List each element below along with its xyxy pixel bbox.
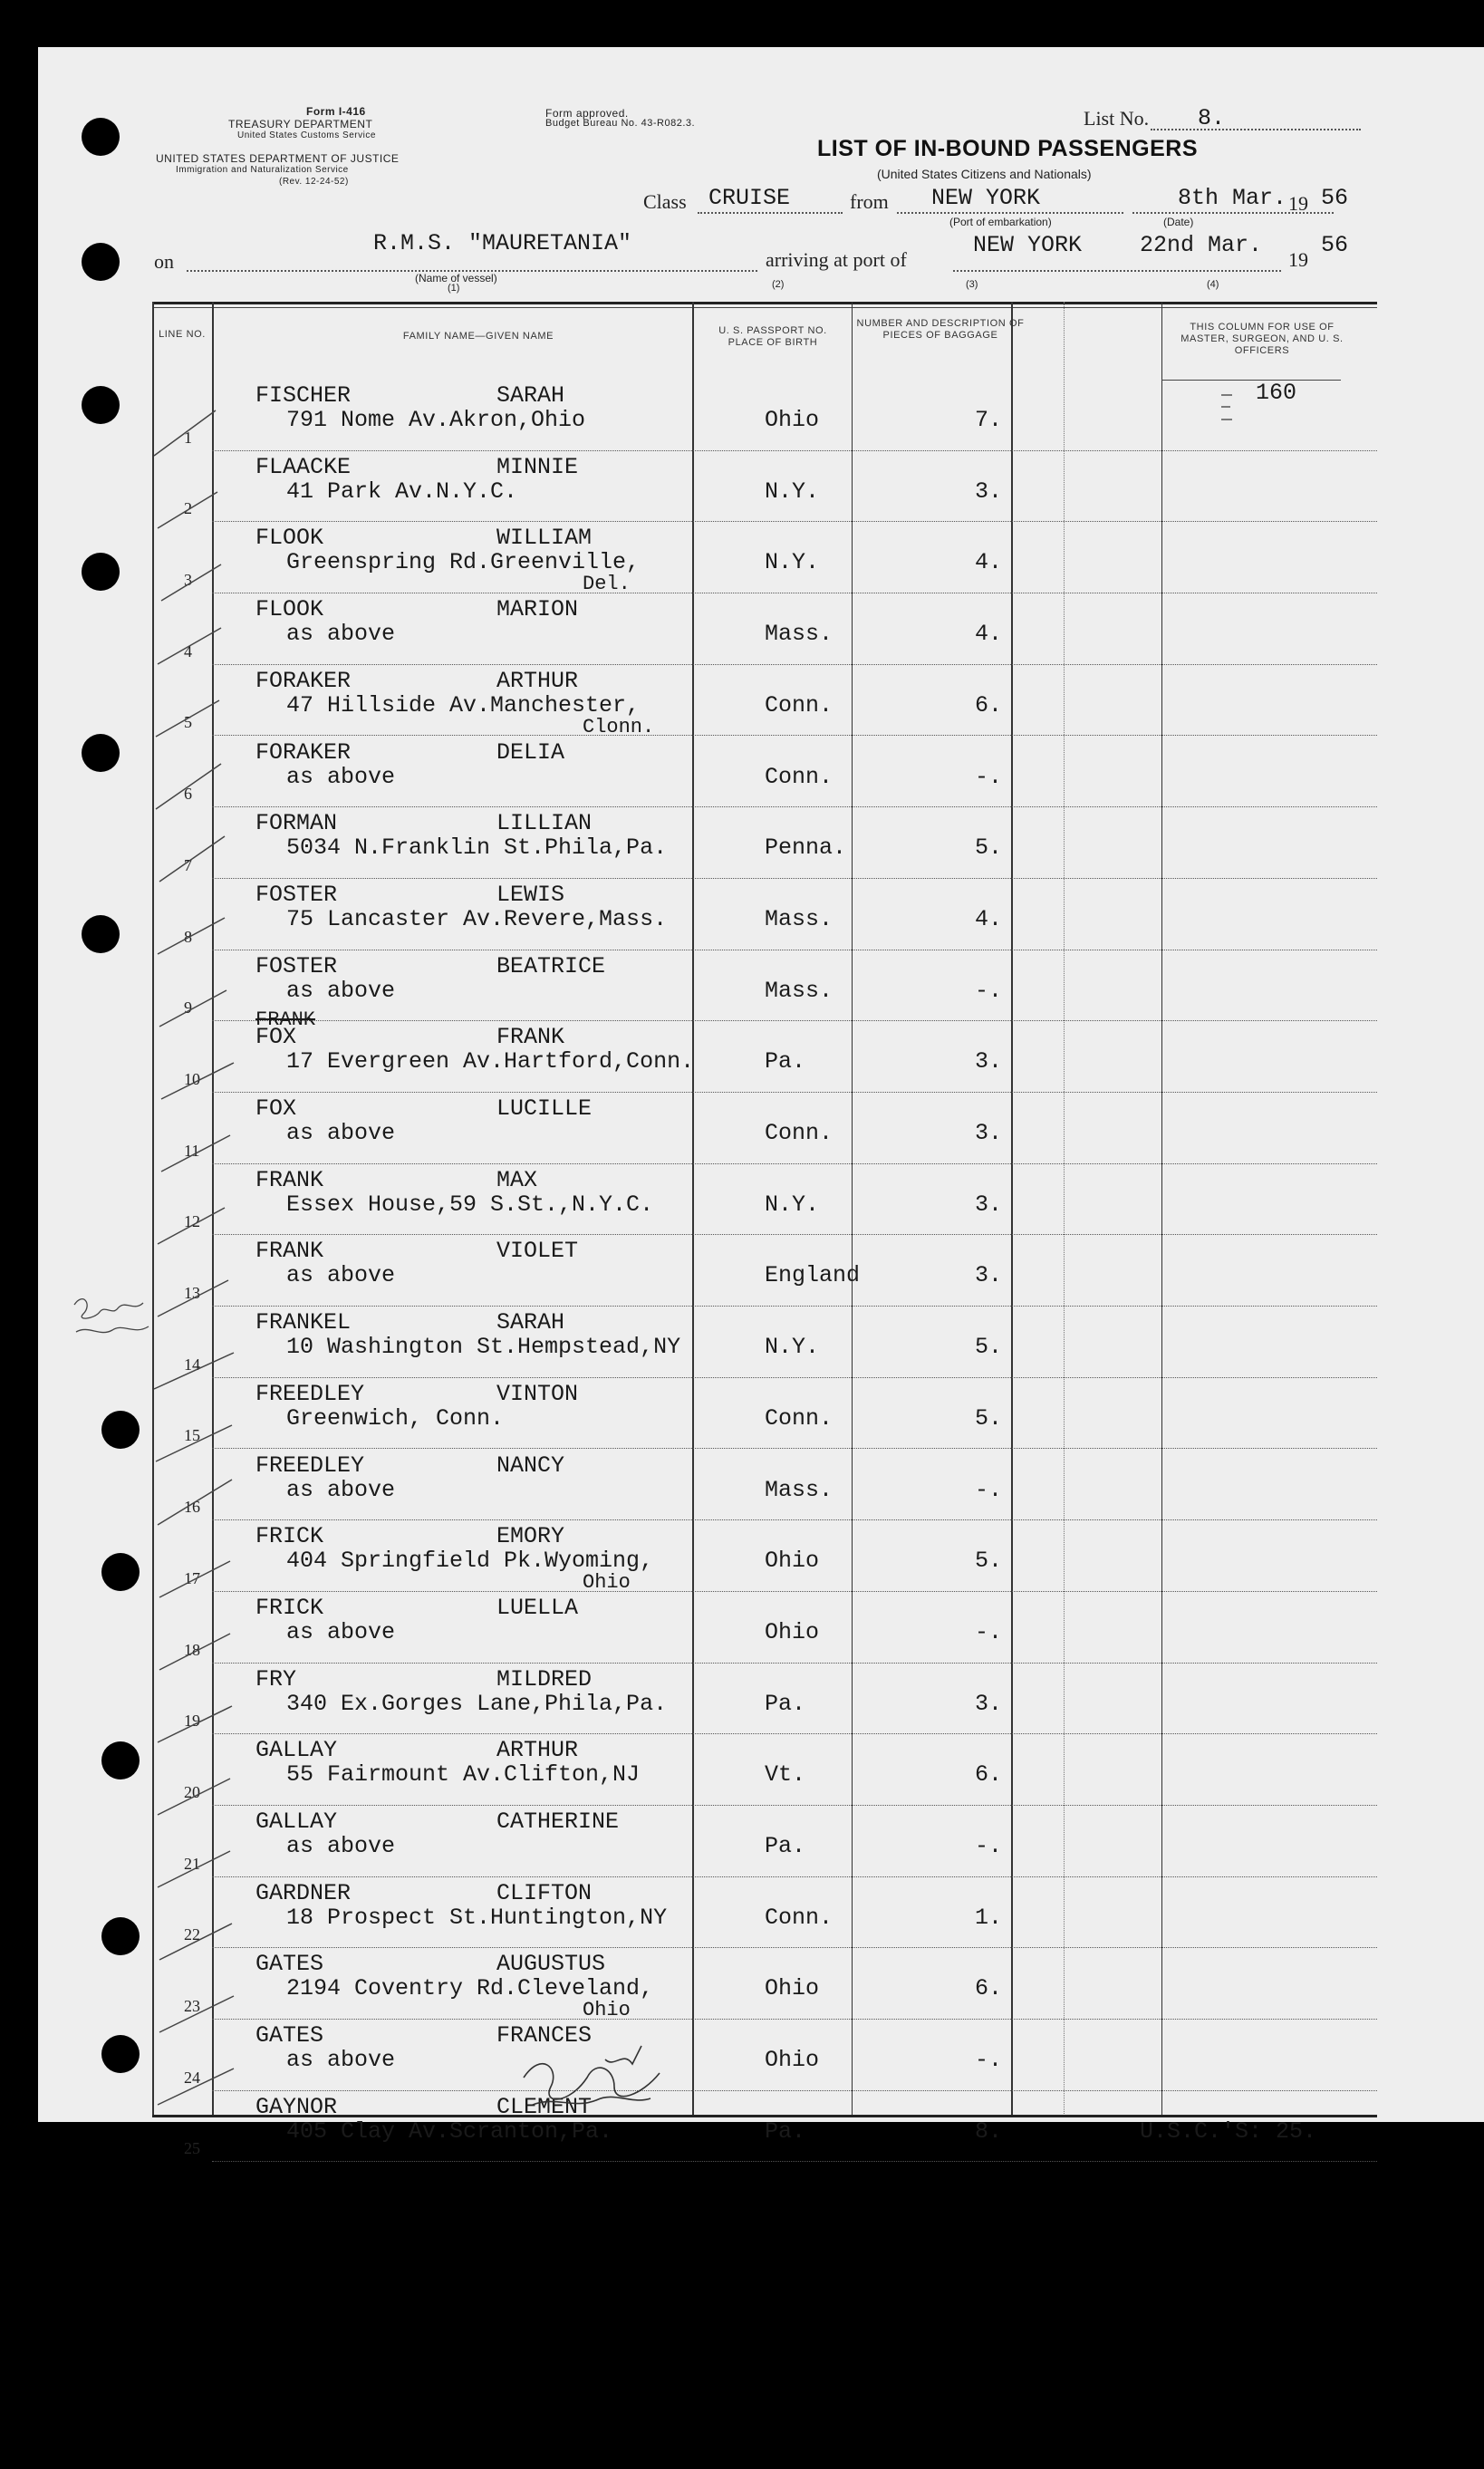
line-number: 3 xyxy=(184,571,192,590)
baggage-count: -. xyxy=(975,1833,1003,1859)
vessel-caption: (Name of vessel) xyxy=(415,272,497,285)
family-name: FLOOK xyxy=(255,596,324,623)
family-name: FORMAN xyxy=(255,810,338,837)
place-of-birth: Mass. xyxy=(765,977,834,1004)
given-name: LUCILLE xyxy=(496,1095,593,1122)
given-name: FRANCES xyxy=(496,2022,593,2049)
place-of-birth: Pa. xyxy=(765,1048,806,1075)
baggage-count: -. xyxy=(975,977,1003,1004)
dept-treasury: TREASURY DEPARTMENT xyxy=(228,118,373,130)
budget-bureau: Budget Bureau No. 43-R082.3. xyxy=(545,118,696,129)
place-of-birth: N.Y. xyxy=(765,1191,820,1218)
line-number: 2 xyxy=(184,499,192,518)
place-of-birth: Mass. xyxy=(765,905,834,932)
family-name: FRANKEL xyxy=(255,1309,352,1336)
family-name: FOX xyxy=(255,1024,297,1051)
line-number: 14 xyxy=(184,1355,200,1374)
place-of-birth: Pa. xyxy=(765,1690,806,1717)
place-of-birth: Conn. xyxy=(765,763,834,790)
family-name: FORAKER xyxy=(255,738,352,766)
form-approved: Form approved. xyxy=(545,107,629,120)
col-num-3: (3) xyxy=(966,279,978,290)
col-header-baggage: NUMBER AND DESCRIPTION OF PIECES OF BAGGAGE xyxy=(856,318,1025,341)
class-value: CRUISE xyxy=(708,185,791,211)
address: as above xyxy=(286,1120,396,1146)
dept-customs: United States Customs Service xyxy=(237,130,376,140)
date-caption: (Date) xyxy=(1163,216,1194,228)
family-name: FLAACKE xyxy=(255,453,352,480)
address: 18 Prospect St.Huntington,NY xyxy=(286,1904,668,1931)
place-of-birth: Conn. xyxy=(765,691,834,719)
line-number: 18 xyxy=(184,1640,200,1659)
baggage-count: 6. xyxy=(975,691,1003,719)
given-name: BEATRICE xyxy=(496,952,606,979)
baggage-count: 7. xyxy=(975,407,1003,433)
given-name: AUGUSTUS xyxy=(496,1951,606,1978)
place-of-birth: Ohio xyxy=(765,1618,820,1645)
arrival-port: NEW YORK xyxy=(973,232,1083,258)
dept-ins: Immigration and Naturalization Service xyxy=(176,165,349,175)
col-num-2: (2) xyxy=(772,279,785,290)
line-number: 7 xyxy=(184,855,192,874)
address: 41 Park Av.N.Y.C. xyxy=(286,477,518,505)
given-name: MAX xyxy=(496,1166,538,1193)
arrival-year: 56 xyxy=(1321,232,1349,258)
line-number: 21 xyxy=(184,1854,200,1873)
passenger-table xyxy=(152,302,1377,2158)
baggage-count: 5. xyxy=(975,1548,1003,1575)
punch-hole xyxy=(82,734,120,772)
family-name: FRY xyxy=(255,1665,297,1693)
year-prefix-1: 19 xyxy=(1288,192,1308,215)
line-number: 24 xyxy=(184,2068,200,2087)
punch-hole xyxy=(82,915,120,953)
year-prefix-2: 19 xyxy=(1288,248,1308,271)
dept-justice: UNITED STATES DEPARTMENT OF JUSTICE xyxy=(156,152,400,165)
vessel-col-num: (1) xyxy=(448,283,460,294)
vessel-name: R.M.S. "MAURETANIA" xyxy=(373,230,632,256)
line-number: 11 xyxy=(184,1141,200,1160)
address: 47 Hillside Av.Manchester, xyxy=(286,691,641,719)
form-number: Form I-416 xyxy=(306,105,366,118)
place-of-birth: Pa. xyxy=(765,2117,806,2145)
given-name: DELIA xyxy=(496,738,565,766)
family-name: GALLAY xyxy=(255,1808,338,1835)
baggage-count: -. xyxy=(975,1618,1003,1645)
address: Essex House,59 S.St.,N.Y.C. xyxy=(286,1191,654,1218)
given-name: FRANK xyxy=(496,1024,565,1051)
place-of-birth: Conn. xyxy=(765,1120,834,1146)
list-no-value: 8. xyxy=(1198,105,1226,131)
given-name: LEWIS xyxy=(496,881,565,908)
list-no-label: List No. xyxy=(1084,107,1150,130)
given-name: CLEMENT xyxy=(496,2093,593,2120)
given-name: MARION xyxy=(496,596,579,623)
embarkation-year: 56 xyxy=(1321,185,1349,211)
line-number: 6 xyxy=(184,785,192,804)
place-of-birth: Vt. xyxy=(765,1761,806,1789)
officer-note: 160 xyxy=(1256,380,1297,406)
place-of-birth: N.Y. xyxy=(765,1334,820,1361)
address: as above xyxy=(286,1833,396,1859)
baggage-count: 5. xyxy=(975,1404,1003,1432)
class-label: Class xyxy=(643,190,687,213)
line-number: 16 xyxy=(184,1498,200,1517)
address-continued: Clonn. xyxy=(583,715,655,738)
given-name: EMORY xyxy=(496,1523,565,1550)
line-number: 23 xyxy=(184,1997,200,2016)
address-continued: Ohio xyxy=(583,1999,631,2022)
col-num-4: (4) xyxy=(1207,279,1219,290)
address-continued: Ohio xyxy=(583,1571,631,1595)
punch-hole xyxy=(82,243,120,281)
line-number: 20 xyxy=(184,1782,200,1801)
family-name: FOX xyxy=(255,1095,297,1122)
address: 405 Clay Av.Scranton,Pa. xyxy=(286,2117,613,2145)
address: 55 Fairmount Av.Clifton,NJ xyxy=(286,1761,641,1789)
arriving-label: arriving at port of xyxy=(766,248,907,271)
address: 340 Ex.Gorges Lane,Phila,Pa. xyxy=(286,1690,668,1717)
line-number: 5 xyxy=(184,713,192,732)
baggage-count: 6. xyxy=(975,1761,1003,1789)
given-name: MINNIE xyxy=(496,453,579,480)
family-name: FREEDLEY xyxy=(255,1380,365,1407)
line-number: 8 xyxy=(184,927,192,946)
punch-hole xyxy=(101,1741,140,1779)
baggage-count: 3. xyxy=(975,477,1003,505)
place-of-birth: Pa. xyxy=(765,1833,806,1859)
family-name: FORAKER xyxy=(255,667,352,694)
baggage-count: 3. xyxy=(975,1262,1003,1289)
given-name: WILLIAM xyxy=(496,525,593,552)
line-number: 22 xyxy=(184,1925,200,1944)
place-of-birth: Conn. xyxy=(765,1404,834,1432)
page-title: LIST OF IN-BOUND PASSENGERS xyxy=(817,136,1199,161)
page-subtitle: (United States Citizens and Nationals) xyxy=(877,167,1092,181)
address: as above xyxy=(286,1476,396,1503)
handwritten-marks xyxy=(152,302,1377,2117)
family-name: FLOOK xyxy=(255,525,324,552)
address: as above xyxy=(286,1618,396,1645)
given-name: SARAH xyxy=(496,1309,565,1336)
baggage-count: 5. xyxy=(975,1334,1003,1361)
family-name: FISCHER xyxy=(255,382,352,409)
family-name: GAYNOR xyxy=(255,2093,338,2120)
punch-hole xyxy=(101,1411,140,1449)
on-label: on xyxy=(154,250,174,273)
line-number: 17 xyxy=(184,1568,200,1587)
given-name: CATHERINE xyxy=(496,1808,620,1835)
address: 75 Lancaster Av.Revere,Mass. xyxy=(286,905,668,932)
baggage-count: 5. xyxy=(975,834,1003,862)
embarkation-caption: (Port of embarkation) xyxy=(949,216,1052,228)
place-of-birth: Ohio xyxy=(765,2047,820,2074)
family-name: FRANK xyxy=(255,1238,324,1265)
address: 791 Nome Av.Akron,Ohio xyxy=(286,407,586,433)
address: 10 Washington St.Hempstead,NY xyxy=(286,1334,681,1361)
baggage-count: -. xyxy=(975,763,1003,790)
given-name: VIOLET xyxy=(496,1238,579,1265)
embarkation-date: 8th Mar. xyxy=(1178,185,1287,211)
from-label: from xyxy=(850,190,889,213)
punch-hole xyxy=(101,1917,140,1955)
line-number: 1 xyxy=(184,428,192,447)
address: 5034 N.Franklin St.Phila,Pa. xyxy=(286,834,668,862)
family-name: GALLAY xyxy=(255,1737,338,1764)
place-of-birth: N.Y. xyxy=(765,549,820,576)
col-header-officers: THIS COLUMN FOR USE OF MASTER, SURGEON, AND U. S. OFFICERS xyxy=(1180,322,1344,356)
place-of-birth: Conn. xyxy=(765,1904,834,1931)
given-name: LUELLA xyxy=(496,1594,579,1621)
line-number: 4 xyxy=(184,641,192,661)
place-of-birth: Ohio xyxy=(765,1548,820,1575)
address: as above xyxy=(286,977,396,1004)
place-of-birth: England xyxy=(765,1262,861,1289)
given-name: SARAH xyxy=(496,382,565,409)
place-of-birth: Ohio xyxy=(765,407,820,433)
officer-note: U.S.C.'S: 25. xyxy=(1140,2117,1317,2145)
punch-hole xyxy=(82,118,120,156)
address: as above xyxy=(286,1262,396,1289)
address: 17 Evergreen Av.Hartford,Conn. xyxy=(286,1048,695,1075)
address-continued: Del. xyxy=(583,573,631,596)
address: as above xyxy=(286,763,396,790)
address: Greenwich, Conn. xyxy=(286,1404,505,1432)
family-name: FRANK xyxy=(255,1166,324,1193)
punch-hole xyxy=(82,386,120,424)
family-name: GATES xyxy=(255,1951,324,1978)
col-header-line: LINE NO. xyxy=(159,329,206,340)
given-name: MILDRED xyxy=(496,1665,593,1693)
line-number: 13 xyxy=(184,1284,200,1303)
margin-note xyxy=(65,1287,174,1350)
col-header-passport: U. S. PASSPORT NO. PLACE OF BIRTH xyxy=(718,325,827,348)
family-name: GARDNER xyxy=(255,1879,352,1906)
baggage-count: 8. xyxy=(975,2117,1003,2145)
baggage-count: 1. xyxy=(975,1904,1003,1931)
given-name: CLIFTON xyxy=(496,1879,593,1906)
address: 404 Springfield Pk.Wyoming, xyxy=(286,1548,654,1575)
punch-hole xyxy=(82,553,120,591)
family-name: FRICK xyxy=(255,1594,324,1621)
family-name: FOSTER xyxy=(255,952,338,979)
family-name: FREEDLEY xyxy=(255,1452,365,1479)
punch-hole xyxy=(101,2035,140,2073)
place-of-birth: N.Y. xyxy=(765,477,820,505)
baggage-count: 3. xyxy=(975,1690,1003,1717)
line-number: 12 xyxy=(184,1212,200,1231)
given-name: ARTHUR xyxy=(496,667,579,694)
place-of-birth: Mass. xyxy=(765,1476,834,1503)
place-of-birth: Mass. xyxy=(765,621,834,648)
baggage-count: -. xyxy=(975,1476,1003,1503)
line-number: 15 xyxy=(184,1426,200,1445)
baggage-count: 4. xyxy=(975,549,1003,576)
col-header-name: FAMILY NAME—GIVEN NAME xyxy=(402,331,554,342)
struck-name: FRANK xyxy=(255,1008,316,1032)
family-name: GATES xyxy=(255,2022,324,2049)
embarkation-port: NEW YORK xyxy=(931,185,1041,211)
place-of-birth: Penna. xyxy=(765,834,847,862)
address: as above xyxy=(286,621,396,648)
given-name: VINTON xyxy=(496,1380,579,1407)
given-name: NANCY xyxy=(496,1452,565,1479)
line-number: 10 xyxy=(184,1069,200,1088)
address: Greenspring Rd.Greenville, xyxy=(286,549,641,576)
place-of-birth: Ohio xyxy=(765,1975,820,2002)
line-number: 19 xyxy=(184,1712,200,1731)
baggage-count: -. xyxy=(975,2047,1003,2074)
baggage-count: 3. xyxy=(975,1191,1003,1218)
given-name: LILLIAN xyxy=(496,810,593,837)
punch-hole xyxy=(101,1553,140,1591)
family-name: FRICK xyxy=(255,1523,324,1550)
family-name: FOSTER xyxy=(255,881,338,908)
baggage-count: 6. xyxy=(975,1975,1003,2002)
line-number: 9 xyxy=(184,998,192,1017)
baggage-count: 3. xyxy=(975,1120,1003,1146)
address: 2194 Coventry Rd.Cleveland, xyxy=(286,1975,654,2002)
baggage-count: 4. xyxy=(975,621,1003,648)
arrival-date: 22nd Mar. xyxy=(1140,232,1263,258)
given-name: ARTHUR xyxy=(496,1737,579,1764)
baggage-count: 3. xyxy=(975,1048,1003,1075)
baggage-count: 4. xyxy=(975,905,1003,932)
line-number: 25 xyxy=(184,2139,200,2158)
address: as above xyxy=(286,2047,396,2074)
form-revision: (Rev. 12-24-52) xyxy=(279,177,349,187)
